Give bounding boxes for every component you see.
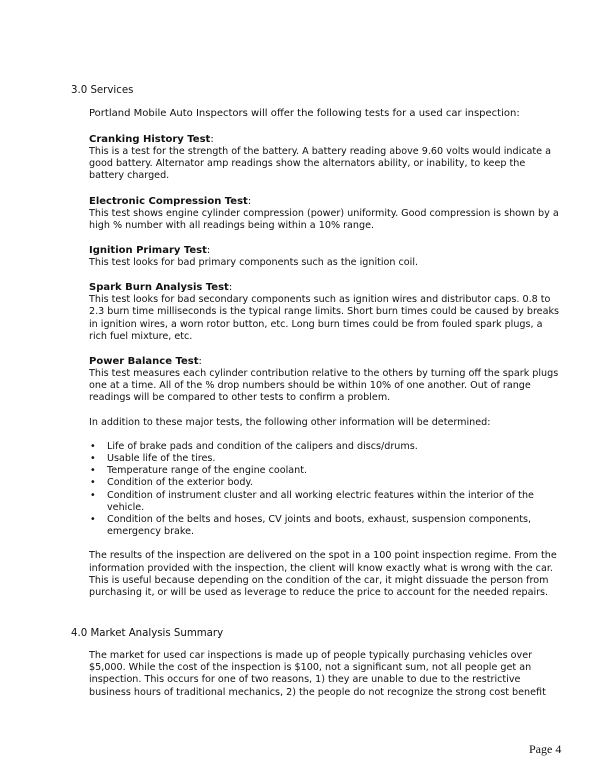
test-title-text: Spark Burn Analysis Test <box>89 282 229 294</box>
services-content <box>89 133 559 599</box>
test-title-text: Cranking History Test <box>89 134 211 145</box>
test-block-spark-burn <box>89 281 559 343</box>
test-title-text: Electronic Compression Test <box>89 195 248 207</box>
test-title <box>89 133 559 146</box>
section-heading-market-analysis: 4.0 Market Analysis Summary <box>71 628 224 639</box>
test-block-cranking <box>89 133 559 183</box>
test-description: This test measures each cylinder contribution relative to the others by turning off the spark plugs one at a time. All of the % drop numbers should be within 10% of one another. Out of range readings will be compared to other tests to confirm a problem. <box>89 368 559 404</box>
test-title <box>89 281 559 294</box>
test-title <box>89 195 559 208</box>
list-item: • Temperature range of the engine coolant. <box>89 465 559 477</box>
title-colon: : <box>210 134 214 145</box>
list-item: • Usable life of the tires. <box>89 453 559 465</box>
test-description: This test looks for bad secondary components such as ignition wires and distributor caps. 0.8 to 2.3 burn time milliseconds is the typical range limits. Short burn times could be caused by breaks in ignition wires, a worn rotor button, etc. Long burn times could be from fouled spark plugs, a rich fuel mixture, etc. <box>89 294 560 342</box>
list-item: • Condition of the exterior body. <box>89 477 559 489</box>
test-title <box>89 355 559 368</box>
market-analysis-paragraph: The market for used car inspections is made up of people typically purchasing vehicles over $5,000. While the cost of the inspection is $100, not a significant sum, not all people get an inspection. This occurs for one of two reasons, 1) they are unable to due to the restrictive business hours of traditional mechanics, 2) the people do not recognize the strong cost benefit <box>89 650 546 698</box>
title-colon: : <box>198 356 202 368</box>
title-colon: : <box>247 195 252 207</box>
services-intro: Portland Mobile Auto Inspectors will offer the following tests for a used car inspection: <box>89 108 520 119</box>
test-block-power-balance <box>89 355 559 405</box>
results-paragraph: The results of the inspection are delivered on the spot in a 100 point inspection regime. From the information provided with the inspection, the client will know exactly what is wrong with the car. This is useful because depending on the condition of the car, it might dissuade the person from purchasing it, or will be used as leverage to reduce the price to account for the needed repairs. <box>89 550 557 599</box>
page-number: Page 4 <box>529 742 562 756</box>
test-description: This test looks for bad primary components such as the ignition coil. <box>89 257 419 269</box>
list-item: • Life of brake pads and condition of the calipers and discs/drums. <box>89 441 559 453</box>
test-title-text: Power Balance Test <box>89 356 199 368</box>
test-title <box>89 244 559 257</box>
test-title-text: Ignition Primary Test <box>89 245 207 257</box>
other-info-intro: In addition to these major tests, the following other information will be determined: <box>89 416 491 428</box>
title-colon: : <box>228 282 233 294</box>
other-info-list <box>89 441 559 539</box>
test-description: This test shows engine cylinder compression (power) uniformity. Good compression is shown by a high % number with all readings being within a 10% range. <box>89 207 559 231</box>
list-item: • Condition of the belts and hoses, CV joints and boots, exhaust, suspension components, emergency brake. <box>89 514 559 538</box>
market-analysis-content <box>89 650 559 699</box>
title-colon: : <box>206 245 211 257</box>
section-heading-services: 3.0 Services <box>71 85 134 96</box>
test-block-compression <box>89 195 559 232</box>
list-item: • Condition of instrument cluster and all working electric features within the interior of the vehicle. <box>89 490 559 514</box>
test-description: This is a test for the strength of the battery. A battery reading above 9.60 volts would indicate a good battery. Alternator amp readings show the alternators ability, or inability, to keep the battery charged. <box>89 146 552 182</box>
test-block-ignition <box>89 244 559 269</box>
